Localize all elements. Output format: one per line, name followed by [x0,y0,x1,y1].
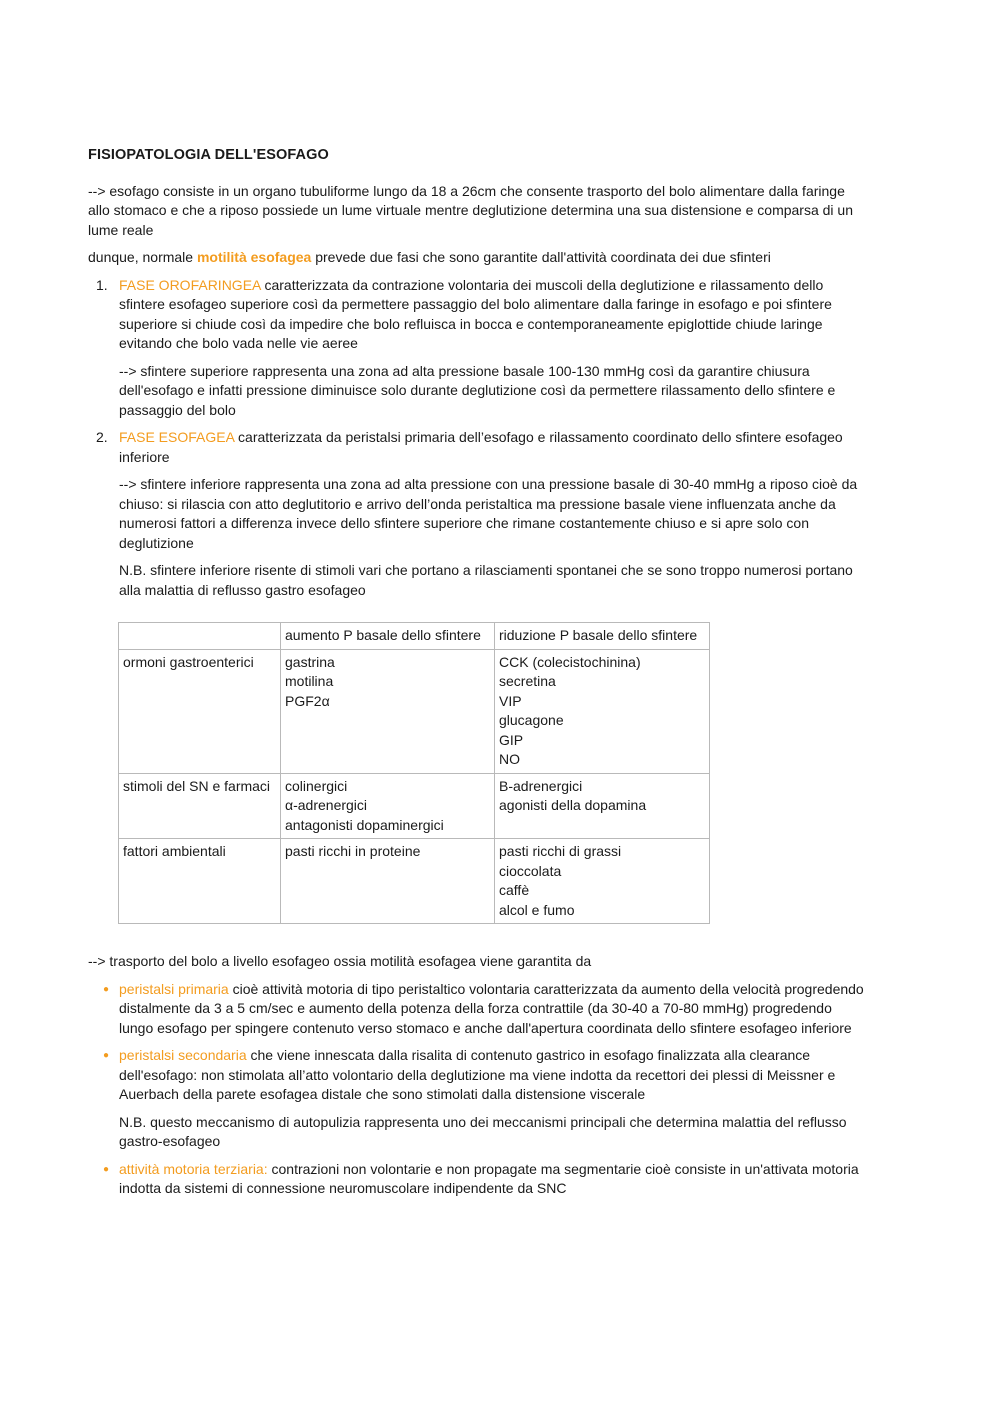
phase-item [88,428,868,600]
table-cell-line: cioccolata [499,862,562,879]
phase-text: caratterizzata da contrazione volontaria dei muscoli della deglutizione e rilassamento dello sfintere esofageo superiore così da permettere passaggio del bolo alimentare dalla faringe in esofago e poi sfintere superiore si chiude così da impedire che bolo refluisca in bocca e contemporaneamente epiglottide chiude laringe evitando che bolo vada nelle vie aeree [119,276,832,351]
table-row-label: ormoni gastroenterici [119,649,281,773]
phase-label: FASE ESOFAGEA [119,429,235,445]
motility-before: dunque, normale [88,249,197,265]
table-cell-line: caffè [499,882,530,898]
phase-description [119,276,868,354]
table-cell-line: pasti ricchi di grassi [499,843,622,859]
phase-description [119,428,868,467]
table-cell-line: agonisti della dopamina [499,797,647,813]
table-cell-line: antagonisti dopaminergici [285,816,444,833]
table-header-row [119,623,710,650]
table-cell-increase [281,839,495,924]
table-cell-line: CCK (colecistochinina) [499,653,641,670]
table-cell-decrease [495,839,710,924]
table-row [119,649,710,773]
table-cell-line: GIP [499,731,524,748]
table-header-cell: aumento P basale dello sfintere [281,623,495,650]
phase-note: --> sfintere inferiore rappresenta una zona ad alta pressione con una pressione basale di 30-40 mmHg a riposo cioè da chiuso: si rilascia con atto deglutitorio e arrivo dell’onda peristaltica ma pressione basale viene influenzata anche da numerosi fattori a differenza invece dello sfintere superiore che rimane costantemente chiuso e si apre solo con deglutizione [119,476,858,551]
table-header-cell: riduzione P basale dello sfintere [495,623,710,650]
phase-text: caratterizzata da peristalsi primaria dell’esofago e rilassamento coordinato dello sfintere esofageo inferiore [119,429,843,465]
phase-note: --> sfintere superiore rappresenta una zona ad alta pressione basale 100-130 mmHg così da garantire chiusura dell'esofago e infatti pressione diminuisce solo durante deglutizione così da permettere rilassamento dello sfintere e passaggio del bolo [119,362,836,418]
table-header-cell [119,623,281,650]
table-cell-line: NO [499,751,520,767]
bullet-text: contrazioni non volontarie e non propagate ma segmentarie cioè consiste in un'attivata motoria indotta da sistemi di connessione neuromuscolare indipendente da SNC [119,1160,859,1196]
table-cell-line: VIP [499,692,522,709]
bullet-icon: ● [103,983,110,995]
table-cell-line: α-adrenergici [285,797,368,813]
bullet-text: cioè attività motoria di tipo peristaltico volontaria caratterizzata da aumento della velocità progredendo distalmente da 3 a 5 cm/sec e aumento della potenza della forza contrattile (da 30-40 a 70-80 mmHg) progredendo lungo esofago per spingere contenuto verso stomaco e anche dall'apertura coordinata dello sfintere esofageo inferiore [119,980,864,1036]
transport-paragraph: --> trasporto del bolo a livello esofageo ossia motilità esofagea viene garantita da [88,953,592,969]
bullet-item [88,980,868,1039]
sphincter-pressure-table [118,622,710,924]
bullet-note: N.B. questo meccanismo di autopulizia rappresenta uno dei meccanismi principali che determina malattia del reflusso gastro-esofageo [119,1113,847,1149]
table-cell-line: PGF2α [285,692,330,709]
bullet-text: che viene innescata dalla risalita di contenuto gastrico in esofago finalizzata alla clearance dell'esofago: non stimolata all’atto volontario della deglutizione ma viene indotta da recettori dei plessi di Meissner e Auerbach della parete esofagea distale che sono stimolati dalla distensione viscerale [119,1047,836,1102]
bullet-label: attività motoria terziaria: [119,1160,268,1177]
bullet-icon: ● [103,1050,110,1061]
document-body [88,146,868,1207]
phase-number: 2. [96,429,108,445]
motility-highlight: motilità esofagea [196,249,312,265]
bullet-item [88,1046,868,1152]
table-cell-line: motilina [285,673,334,689]
table-cell-increase [281,773,495,839]
bullet-description [119,980,868,1039]
table-row-label: fattori ambientali [119,839,281,924]
phase-item [88,276,868,421]
phase-note: N.B. sfintere inferiore risente di stimoli vari che portano a rilasciamenti spontanei che se sono troppo numerosi portano alla malattia di reflusso gastro esofageo [119,562,853,598]
motility-after: prevede due fasi che sono garantite dall'attività coordinata dei due sfinteri [311,249,771,265]
table-cell-line: gastrina [285,653,335,670]
phase-number: 1. [96,276,108,293]
table-cell-line: pasti ricchi in proteine [285,843,421,859]
table-cell-line: glucagone [499,712,564,728]
bullet-description [119,1160,868,1199]
table-cell-line: alcol e fumo [499,901,575,918]
table-row [119,839,710,924]
bullet-label: peristalsi primaria [119,980,229,997]
table-cell-line: B-adrenergici [499,777,583,794]
bullet-description [119,1046,868,1105]
table-row [119,773,710,839]
phase-label: FASE OROFARINGEA [119,276,261,293]
motility-paragraph [88,248,868,268]
table-cell-decrease [495,649,710,773]
table-cell-decrease [495,773,710,839]
page-title: FISIOPATOLOGIA DELL'ESOFAGO [88,147,329,163]
bullet-label: peristalsi secondaria [119,1047,247,1063]
intro-paragraph: --> esofago consiste in un organo tubuliforme lungo da 18 a 26cm che consente trasporto del bolo alimentare dalla faringe allo stomaco e che a riposo possiede un lume virtuale mentre deglutizione determina una sua distensione e comparsa di un lume reale [88,182,854,238]
table-cell-line: colinergici [285,777,348,794]
bullet-icon: ● [103,1163,110,1175]
table-cell-increase [281,649,495,773]
bullet-item [88,1160,868,1199]
table-row-label: stimoli del SN e farmaci [119,773,281,839]
table-cell-line: secretina [499,673,556,689]
